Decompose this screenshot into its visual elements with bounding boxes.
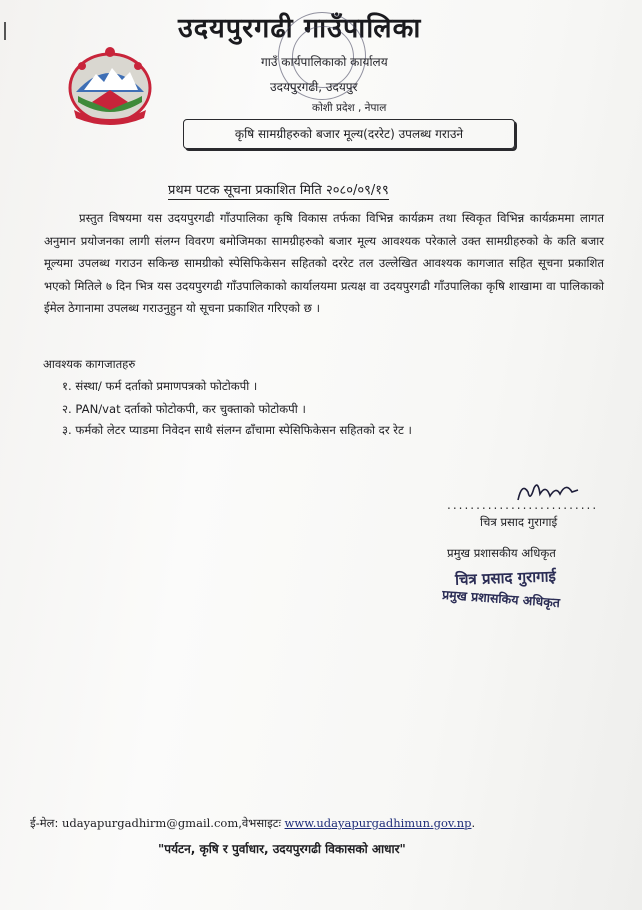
location-line: उदयपुरगढी, उदयपुर	[270, 80, 358, 94]
requirement-item: ३. फर्मको लेटर प्याडमा निवेदन साथै संलग्न ढाँचामा स्पेसिफिकेसन सहितको दर रेट ।	[62, 423, 412, 437]
office-line: गाउँ कार्यपालिकाको कार्यालय	[261, 55, 388, 69]
seal-name: चित्र प्रसाद गुरागाई	[454, 567, 557, 589]
requirement-item: १. संस्था/ फर्म दर्ताको प्रमाणपत्रको फोटोकपी ।	[62, 379, 258, 393]
slogan: "पर्यटन, कृषि र पुर्वाधार, उदयपुरगढी विकासको आधार"	[158, 842, 406, 856]
subject-box: कृषि सामग्रीहरुको बजार मूल्य(दररेट) उपलब्ध गराउने	[183, 119, 515, 149]
notice-body-paragraph: प्रस्तुत विषयमा यस उदयपुरगढी गाँउपालिका कृषि विकास तर्फका विभिन्न कार्यक्रम तथा स्विकृत विभिन्न कार्यक्रममा लागत अनुमान प्रयोजनका लागी संलग्न विवरण बमोजिमका सामग्रीहरुको बजार मूल्य आवश्यक परेकाले उक्त सामग्रीहरुको के कति बजार मूल्यमा उपलब्ध गराउन सकिन्छ सामग्रीको स्पेसिफिकेसन सहितको दररेट तल उल्लेखित आवश्यक कागजात सहित सूचना प्रकाशित भएको मितिले ७ दिन भित्र यस उदयपुरगढी गाँउपालिकाको कार्यालयमा प्रत्यक्ष वा उदयपुरगढी गाँउपालिका कृषि शाखामा वा पालिकाको ईमेल ठेगानामा उपलब्ध गराउनुहुन यो सूचना प्रकाशित गरिएको छ ।	[44, 211, 604, 316]
publication-date: प्रथम पटक सूचना प्रकाशित मिति २०८०/०९/१९	[168, 180, 389, 200]
website-suffix: .	[471, 816, 476, 830]
website-link[interactable]: www.udayapurgadhimun.gov.np	[284, 816, 472, 830]
nepal-government-emblem-icon	[66, 44, 154, 126]
signatory-name: चित्र प्रसाद गुरागाई	[480, 515, 558, 529]
edge-mark	[4, 22, 6, 40]
municipality-title: उदयपुरगढी गाउँपालिका	[178, 13, 422, 44]
signature-line: ..........................	[447, 498, 599, 512]
seal-title: प्रमुख प्रशासकिय अधिकृत	[441, 586, 561, 611]
requirements-heading: आवश्यक कागजातहरु	[43, 357, 136, 371]
email-address[interactable]: udayapurgadhirm@gmail.com	[62, 816, 239, 830]
email-label: ई-मेल:	[30, 816, 59, 830]
website-label: ,वेभसाइटः	[238, 816, 281, 830]
requirement-item: २. PAN/vat दर्ताको फोटोकपी, कर चुक्ताको फोटोकपी ।	[62, 402, 306, 416]
contact-footer	[30, 816, 475, 831]
province-line: कोशी प्रदेश , नेपाल	[312, 102, 387, 114]
signatory-title: प्रमुख प्रशासकीय अधिकृत	[447, 546, 556, 560]
